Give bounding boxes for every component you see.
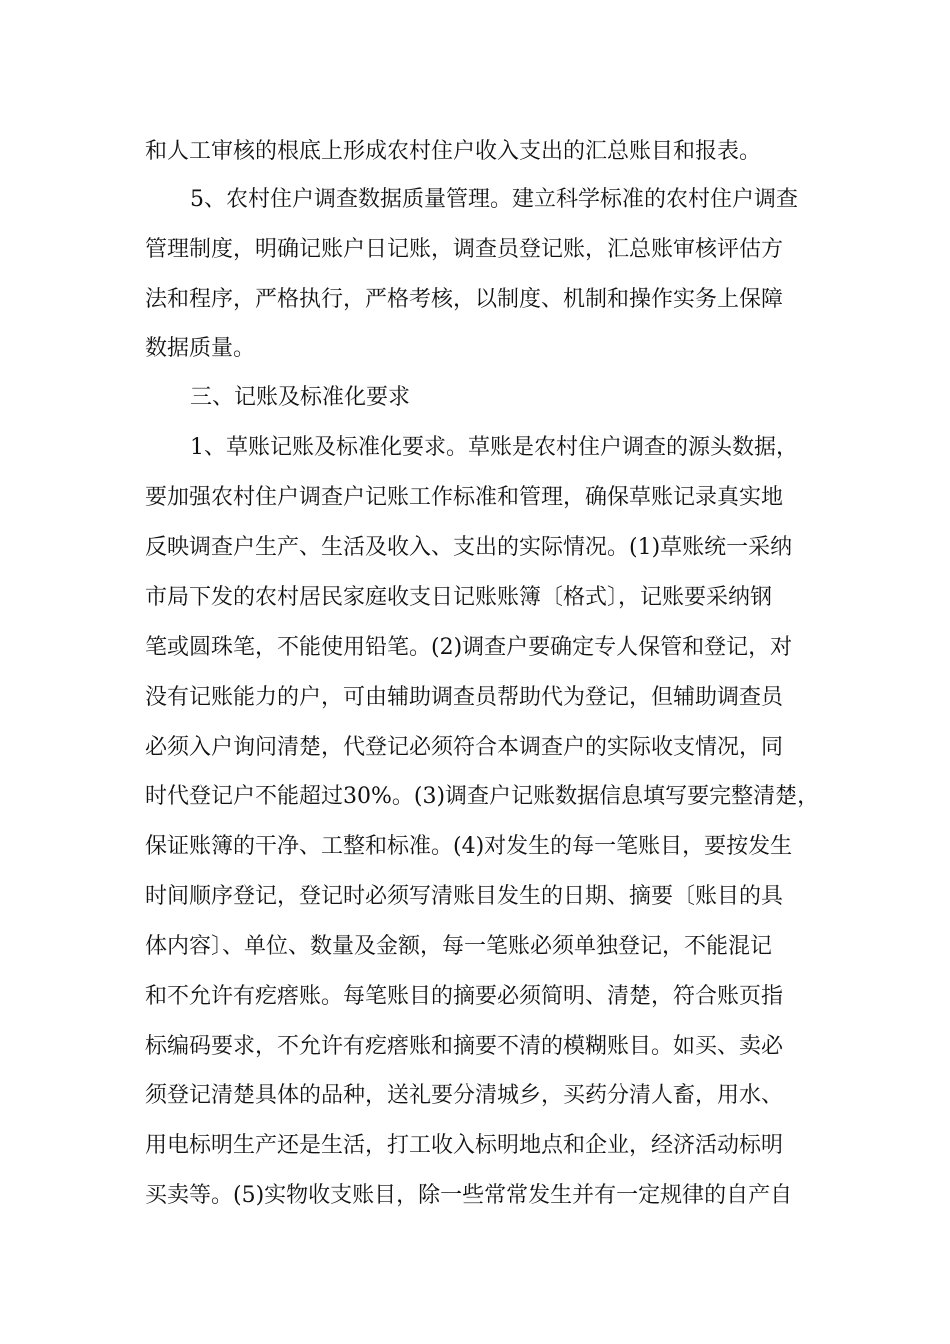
text-line: 管理制度，明确记账户日记账，调查员登记账，汇总账审核评估方 bbox=[145, 237, 784, 262]
text-line: 买卖等。(5)实物收支账目，除一些常常发生并有一定规律的自产自 bbox=[145, 1183, 793, 1208]
text-line: 保证账簿的干净、工整和标准。(4)对发生的每一笔账目，要按发生 bbox=[145, 834, 793, 859]
text-line: 必须入户询问清楚，代登记必须符合本调查户的实际收支情况，同 bbox=[145, 735, 784, 760]
section-heading: 三、记账及标准化要求 bbox=[190, 385, 411, 410]
text-line: 和不允许有疙瘩账。每笔账目的摘要必须简明、清楚，符合账页指 bbox=[145, 984, 784, 1009]
text-line: 用电标明生产还是生活，打工收入标明地点和企业，经济活动标明 bbox=[145, 1133, 784, 1158]
text-line: 须登记清楚具体的品种，送礼要分清城乡，买药分清人畜，用水、 bbox=[145, 1083, 784, 1108]
text-line: 5、农村住户调查数据质量管理。建立科学标准的农村住户调查 bbox=[190, 187, 798, 212]
text-line: 1、草账记账及标准化要求。草账是农村住户调查的源头数据， bbox=[190, 435, 798, 460]
text-line: 时间顺序登记，登记时必须写清账目发生的日期、摘要〔账目的具 bbox=[145, 884, 784, 909]
text-line: 和人工审核的根底上形成农村住户收入支出的汇总账目和报表。 bbox=[145, 139, 762, 164]
text-line: 标编码要求，不允许有疙瘩账和摘要不清的模糊账目。如买、卖必 bbox=[145, 1034, 784, 1059]
text-line: 时代登记户不能超过30%。(3)调查户记账数据信息填写要完整清楚， bbox=[145, 784, 820, 809]
text-line: 法和程序，严格执行，严格考核，以制度、机制和操作实务上保障 bbox=[145, 287, 784, 312]
text-line: 体内容〕、单位、数量及金额，每一笔账必须单独登记，不能混记 bbox=[145, 934, 773, 959]
text-line: 反映调查户生产、生活及收入、支出的实际情况。(1)草账统一采纳 bbox=[145, 535, 793, 560]
text-line: 市局下发的农村居民家庭收支日记账账簿〔格式〕，记账要采纳钢 bbox=[145, 585, 773, 610]
text-line: 笔或圆珠笔，不能使用铅笔。(2)调查户要确定专人保管和登记，对 bbox=[145, 635, 793, 660]
text-line: 数据质量。 bbox=[145, 336, 256, 361]
text-line: 没有记账能力的户，可由辅助调查员帮助代为登记，但辅助调查员 bbox=[145, 685, 784, 710]
text-line: 要加强农村住户调查户记账工作标准和管理，确保草账记录真实地 bbox=[145, 485, 784, 510]
